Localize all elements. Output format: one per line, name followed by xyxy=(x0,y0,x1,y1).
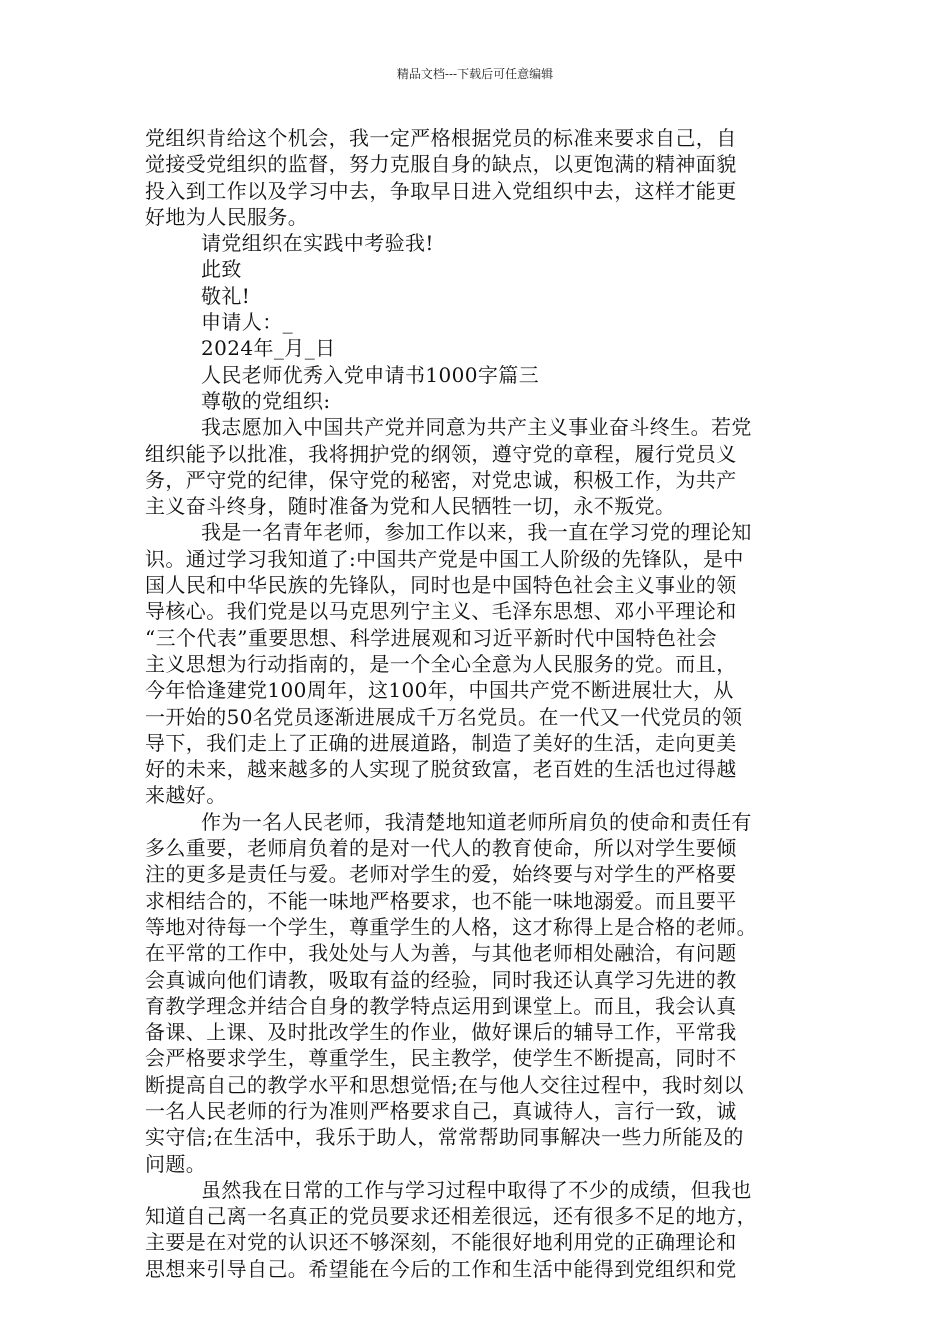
text-line: “三个代表”重要思想、科学进展观和习近平新时代中国特色社会 xyxy=(145,625,718,650)
text-line: 识。通过学习我知道了:中国共产党是中国工人阶级的先锋队，是中 xyxy=(145,546,744,571)
closing-salutation: 此致 xyxy=(201,257,242,282)
text-line: 主义思想为行动指南的，是一个全心全意为人民服务的党。而且， xyxy=(145,651,737,676)
document-body xyxy=(145,125,825,1282)
text-line: 备课、上课、及时批改学生的作业，做好课后的辅导工作，平常我 xyxy=(145,1020,737,1045)
text-line: 主义奋斗终身，随时准备为党和人民牺牲一切，永不叛党。 xyxy=(145,494,676,519)
text-line: 一开始的50名党员逐渐进展成千万名党员。在一代又一代党员的领 xyxy=(145,704,743,729)
text-line: 实守信;在生活中，我乐于助人，常常帮助同事解决一些力所能及的 xyxy=(145,1125,744,1150)
text-line: 注的更多是责任与爱。老师对学生的爱，始终要与对学生的严格要 xyxy=(145,862,737,887)
text-line: 虽然我在日常的工作与学习过程中取得了不少的成绩，但我也 xyxy=(201,1177,752,1202)
text-line: 育教学理念并结合自身的教学特点运用到课堂上。而且，我会认真 xyxy=(145,993,737,1018)
text-line: 好的未来，越来越多的人实现了脱贫致富，老百姓的生活也过得越 xyxy=(145,757,737,782)
text-line: 多么重要，老师肩负着的是对一代人的教育使命，所以对学生要倾 xyxy=(145,836,737,861)
text-line: 问题。 xyxy=(145,1151,207,1176)
text-line: 我是一名青年老师，参加工作以来，我一直在学习党的理论知 xyxy=(201,520,752,545)
text-line: 在平常的工作中，我处处与人为善，与其他老师相处融洽，有问题 xyxy=(145,941,737,966)
text-line: 导下，我们走上了正确的进展道路，制造了美好的生活，走向更美 xyxy=(145,730,737,755)
text-line: 好地为人民服务。 xyxy=(145,204,309,229)
text-line: 思想来引导自己。希望能在今后的工作和生活中能得到党组织和党 xyxy=(145,1256,737,1281)
text-line: 求相结合的，不能一味地严格要求，也不能一味地溺爱。而且要平 xyxy=(145,888,737,913)
text-line: 投入到工作以及学习中去，争取早日进入党组织中去，这样才能更 xyxy=(145,178,737,203)
text-line: 党组织肯给这个机会，我一定严格根据党员的标准来要求自己，自 xyxy=(145,126,737,150)
greeting-line: 尊敬的党组织: xyxy=(201,388,331,413)
text-line: 等地对待每一个学生，尊重学生的人格，这才称得上是合格的老师。 xyxy=(145,914,757,939)
closing-respect: 敬礼! xyxy=(201,283,251,308)
text-line: 国人民和中华民族的先锋队，同时也是中国特色社会主义事业的领 xyxy=(145,573,737,598)
text-line: 一名人民老师的行为准则严格要求自己，真诚待人，言行一致，诚 xyxy=(145,1098,737,1123)
text-line: 来越好。 xyxy=(145,783,227,808)
text-line: 会严格要求学生，尊重学生，民主教学，使学生不断提高，同时不 xyxy=(145,1046,737,1071)
text-line: 请党组织在实践中考验我! xyxy=(201,231,434,256)
text-line: 知道自己离一名真正的党员要求还相差很远，还有很多不足的地方， xyxy=(145,1204,757,1229)
page-header-note: 精品文档---下载后可任意编辑 xyxy=(396,67,554,81)
text-line: 今年恰逢建党100周年，这100年，中国共产党不断进展壮大，从 xyxy=(145,678,734,703)
text-line: 我志愿加入中国共产党并同意为共产主义事业奋斗终生。若党 xyxy=(201,415,752,440)
text-line: 组织能予以批准，我将拥护党的纲领，遵守党的章程，履行党员义 xyxy=(145,441,737,466)
text-line: 导核心。我们党是以马克思列宁主义、毛泽东思想、邓小平理论和 xyxy=(145,599,737,624)
text-line: 断提高自己的教学水平和思想觉悟;在与他人交往过程中，我时刻以 xyxy=(145,1072,744,1097)
text-line: 务，严守党的纪律，保守党的秘密，对党忠诚，积极工作，为共产 xyxy=(145,467,737,492)
text-line: 作为一名人民老师，我清楚地知道老师所肩负的使命和责任有 xyxy=(201,809,752,834)
text-line: 会真诚向他们请教，吸取有益的经验，同时我还认真学习先进的教 xyxy=(145,967,737,992)
date-line: 2024年_月_日 xyxy=(201,336,336,361)
text-line: 主要是在对党的认识还不够深刻，不能很好地利用党的正确理论和 xyxy=(145,1230,737,1255)
text-line: 觉接受党组织的监督，努力克服自身的缺点，以更饱满的精神面貌 xyxy=(145,152,737,177)
applicant-line: 申请人：_ xyxy=(201,310,293,335)
section-title: 人民老师优秀入党申请书1000字篇三 xyxy=(201,362,540,387)
